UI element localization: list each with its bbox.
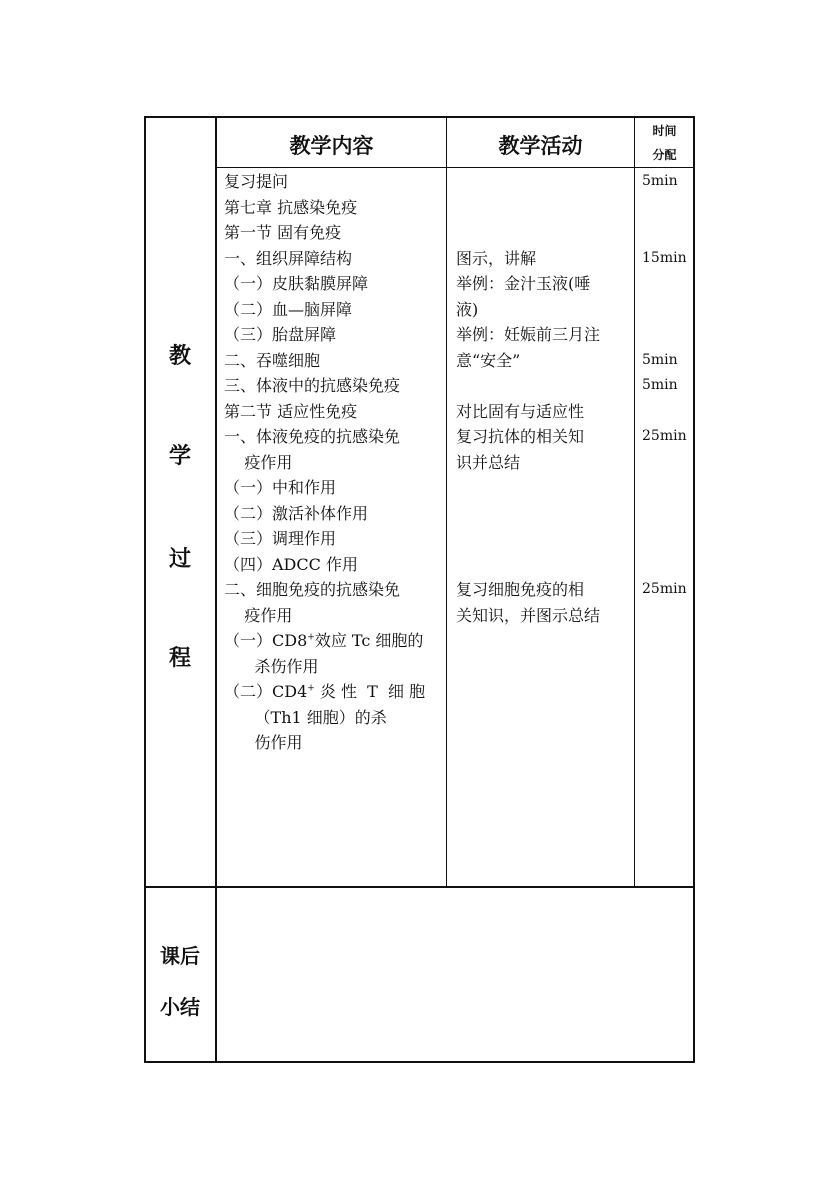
content-line: 疫作用 — [224, 605, 293, 625]
activity-line: 复习细胞免疫的相 — [456, 580, 585, 599]
header-time-line1: 时间 — [652, 124, 677, 138]
vertical-divider-left — [215, 116, 217, 1063]
vertical-divider-activity — [634, 116, 635, 888]
vertical-divider-content — [446, 116, 447, 888]
activity-line: 识并总结 — [456, 452, 521, 472]
cd8-continuation: 杀伤作用 — [224, 656, 319, 676]
process-char-2: 学 — [168, 444, 191, 469]
activity-line: 举例：金汁玉液(唾 — [456, 274, 591, 293]
summary-label-line1: 课后 — [160, 944, 200, 968]
content-line: （三）调理作用 — [224, 529, 337, 548]
header-activity: 教学活动 — [498, 134, 583, 158]
activity-line: 举例：妊娠前三月注 — [456, 325, 601, 344]
content-line: （一）皮肤黏膜屏障 — [224, 274, 369, 293]
content-line: （三）胎盘屏障 — [224, 325, 337, 344]
activity-line: 关知识，并图示总结 — [456, 605, 601, 625]
header-content: 教学内容 — [289, 134, 374, 158]
content-line: 三、体液中的抗感染免疫 — [224, 376, 401, 395]
content-line: （一）中和作用 — [224, 478, 337, 497]
cd4-line-superscript: + — [307, 683, 315, 694]
content-line: （四）ADCC 作用 — [224, 554, 358, 574]
cd8-line-rest: 效应 Tc 细胞的 — [314, 631, 424, 650]
header-row-divider — [216, 167, 694, 168]
activity-line: 意“安全” — [456, 350, 521, 370]
cd4-line — [224, 679, 425, 705]
process-char-3: 过 — [168, 547, 191, 572]
activity-line: 图示，讲解 — [456, 248, 537, 268]
process-char-1: 教 — [168, 344, 191, 369]
time-allocation: 5min — [642, 351, 678, 368]
content-line: 第七章 抗感染免疫 — [224, 197, 358, 217]
summary-row-divider — [145, 886, 694, 888]
cd4-line-prefix: （二）CD4 — [224, 682, 308, 701]
summary-label-line2: 小结 — [160, 995, 200, 1019]
content-line: 复习提问 — [224, 172, 289, 191]
cd4-line-rest: 炎 性 T 细 胞 — [314, 682, 426, 701]
cd8-line-superscript: + — [307, 632, 315, 643]
time-allocation: 5min — [642, 173, 678, 189]
content-line: （二）激活补体作用 — [224, 503, 369, 523]
time-allocation: 15min — [642, 249, 687, 266]
time-allocation: 5min — [642, 377, 678, 393]
activity-line: 复习抗体的相关知 — [456, 427, 585, 446]
process-char-4: 程 — [168, 646, 191, 671]
content-line: 二、吞噬细胞 — [224, 350, 321, 370]
activity-line: 液) — [456, 299, 479, 319]
activity-line: 对比固有与适应性 — [456, 401, 585, 421]
header-time-line2: 分配 — [652, 148, 677, 162]
cd4-continuation: 伤作用 — [224, 733, 303, 752]
content-line: 一、组织屏障结构 — [224, 248, 353, 268]
content-line: 第一节 固有免疫 — [224, 223, 342, 242]
content-line: 二、细胞免疫的抗感染免 — [224, 580, 401, 599]
content-line: 第二节 适应性免疫 — [224, 401, 358, 421]
cd4-continuation: （Th1 细胞）的杀 — [224, 707, 387, 727]
cd8-line-prefix: （一）CD8 — [224, 631, 308, 650]
content-line: 一、体液免疫的抗感染免 — [224, 427, 401, 446]
content-line: 疫作用 — [224, 452, 293, 472]
cd8-line — [224, 628, 423, 654]
time-allocation: 25min — [642, 428, 687, 444]
content-line: （二）血—脑屏障 — [224, 299, 353, 319]
time-allocation: 25min — [642, 581, 687, 597]
